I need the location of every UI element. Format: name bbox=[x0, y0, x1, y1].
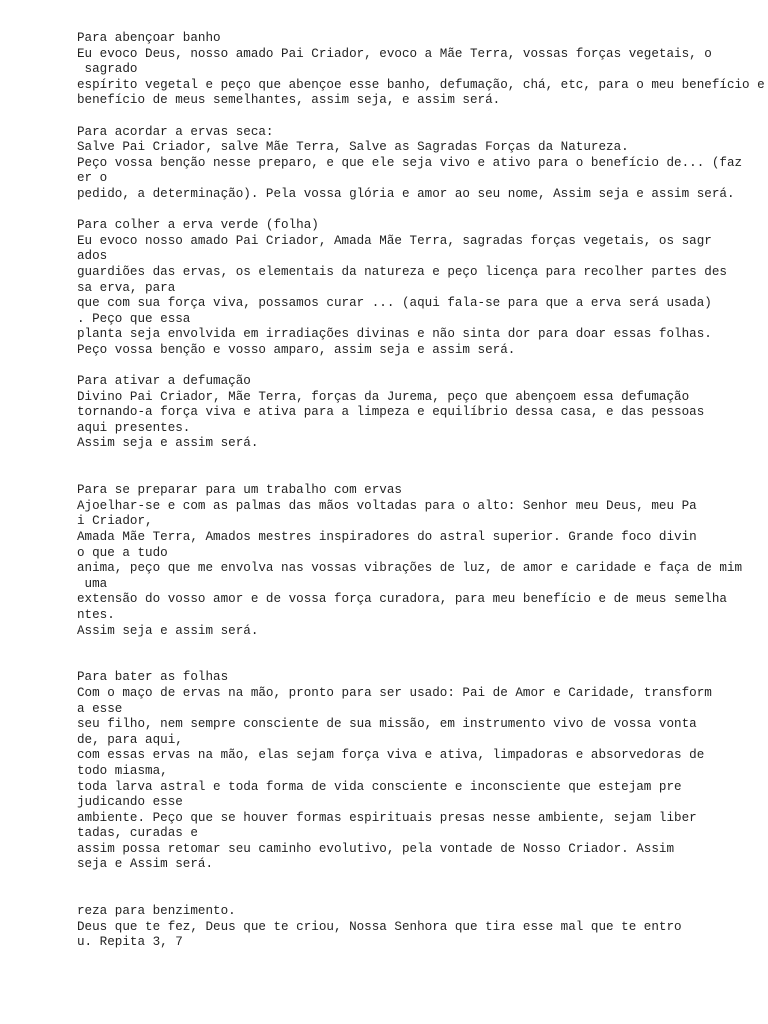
text-line: ntes. bbox=[77, 607, 115, 622]
text-line: Eu evoco nosso amado Pai Criador, Amada Mãe Terra, sagradas forças vegetais, os sagr bbox=[77, 233, 712, 248]
blank-line bbox=[77, 203, 767, 219]
text-line: Com o maço de ervas na mão, pronto para ser usado: Pai de Amor e Caridade, transform bbox=[77, 685, 712, 700]
text-line: pedido, a determinação). Pela vossa glória e amor ao seu nome, Assim seja e assim será. bbox=[77, 186, 735, 201]
text-line: Peço vossa benção nesse preparo, e que ele seja vivo e ativo para o benefício de... (faz bbox=[77, 155, 743, 170]
text-line: com essas ervas na mão, elas sejam força viva e ativa, limpadoras e absorvedoras de bbox=[77, 748, 705, 763]
text-line: Assim seja e assim será. bbox=[77, 436, 259, 451]
text-line: sagrado bbox=[77, 62, 138, 77]
text-line: seu filho, nem sempre consciente de sua missão, em instrumento vivo de vossa vonta bbox=[77, 717, 697, 732]
text-line: Deus que te fez, Deus que te criou, Nossa Senhora que tira esse mal que te entro bbox=[77, 919, 682, 934]
text-line: Para se preparar para um trabalho com ervas bbox=[77, 483, 402, 498]
text-line: Salve Pai Criador, salve Mãe Terra, Salve as Sagradas Forças da Natureza. bbox=[77, 140, 629, 155]
text-line: u. Repita 3, 7 bbox=[77, 935, 183, 950]
text-line: Peço vossa benção e vosso amparo, assim seja e assim será. bbox=[77, 342, 516, 357]
blank-line bbox=[77, 468, 767, 484]
text-line: o que a tudo bbox=[77, 545, 168, 560]
text-line: Para colher a erva verde (folha) bbox=[77, 218, 319, 233]
blank-line bbox=[77, 889, 767, 905]
text-line: seja e Assim será. bbox=[77, 857, 214, 872]
text-line: sa erva, para bbox=[77, 280, 176, 295]
text-line: guardiões das ervas, os elementais da natureza e peço licença para recolher partes des bbox=[77, 264, 727, 279]
blank-line bbox=[77, 639, 767, 655]
text-line: uma bbox=[77, 576, 108, 591]
text-line: anima, peço que me envolva nas vossas vibrações de luz, de amor e caridade e faça de mim bbox=[77, 561, 743, 576]
text-line: . Peço que essa bbox=[77, 311, 191, 326]
text-line: Para bater as folhas bbox=[77, 670, 229, 685]
text-line: de, para aqui, bbox=[77, 732, 183, 747]
text-line: Amada Mãe Terra, Amados mestres inspiradores do astral superior. Grande foco divin bbox=[77, 530, 697, 544]
text-line: Eu evoco Deus, nosso amado Pai Criador, evoco a Mãe Terra, vossas forças vegetais, o bbox=[77, 46, 712, 61]
text-line: tornando-a força viva e ativa para a limpeza e equilíbrio dessa casa, e das pessoas bbox=[77, 405, 705, 420]
blank-line bbox=[77, 873, 767, 889]
text-line: i Criador, bbox=[77, 514, 153, 529]
text-line: Ajoelhar-se e com as palmas das mãos voltadas para o alto: Senhor meu Deus, meu Pa bbox=[77, 498, 697, 513]
text-line: planta seja envolvida em irradiações divinas e não sinta dor para doar essas folhas. bbox=[77, 327, 712, 342]
text-line: extensão do vosso amor e de vossa força curadora, para meu benefício e de meus semelha bbox=[77, 592, 727, 607]
text-line: Para ativar a defumação bbox=[77, 374, 251, 389]
text-line: Assim seja e assim será. bbox=[77, 623, 259, 638]
text-line: a esse bbox=[77, 701, 123, 716]
text-line: er o bbox=[77, 171, 108, 186]
text-line: aqui presentes. bbox=[77, 420, 191, 435]
text-line: que com sua força viva, possamos curar ... (aqui fala-se para que a erva será usada) bbox=[77, 296, 712, 311]
text-line: ambiente. Peço que se houver formas espirituais presas nesse ambiente, sejam liber bbox=[77, 810, 697, 825]
text-line: Divino Pai Criador, Mãe Terra, forças da Jurema, peço que abençoem essa defumação bbox=[77, 389, 690, 404]
text-line: Para abençoar banho bbox=[77, 31, 221, 45]
text-line: reza para benzimento. bbox=[77, 904, 236, 919]
text-line: espírito vegetal e peço que abençoe esse banho, defumação, chá, etc, para o meu benefício e bbox=[77, 77, 765, 92]
text-line: benefício de meus semelhantes, assim seja, e assim será. bbox=[77, 93, 501, 108]
text-line: assim possa retomar seu caminho evolutivo, pela vontade de Nosso Criador. Assim bbox=[77, 841, 675, 856]
blank-line bbox=[77, 452, 767, 468]
text-line: tadas, curadas e bbox=[77, 826, 198, 841]
blank-line bbox=[77, 655, 767, 671]
text-line: toda larva astral e toda forma de vida consciente e inconsciente que estejam pre bbox=[77, 779, 682, 794]
text-line: todo miasma, bbox=[77, 763, 168, 778]
blank-line bbox=[77, 358, 767, 374]
text-line: judicando esse bbox=[77, 795, 183, 810]
blank-line bbox=[77, 109, 767, 125]
text-line: ados bbox=[77, 249, 108, 264]
text-line: Para acordar a ervas seca: bbox=[77, 124, 274, 139]
document-text bbox=[77, 31, 767, 951]
